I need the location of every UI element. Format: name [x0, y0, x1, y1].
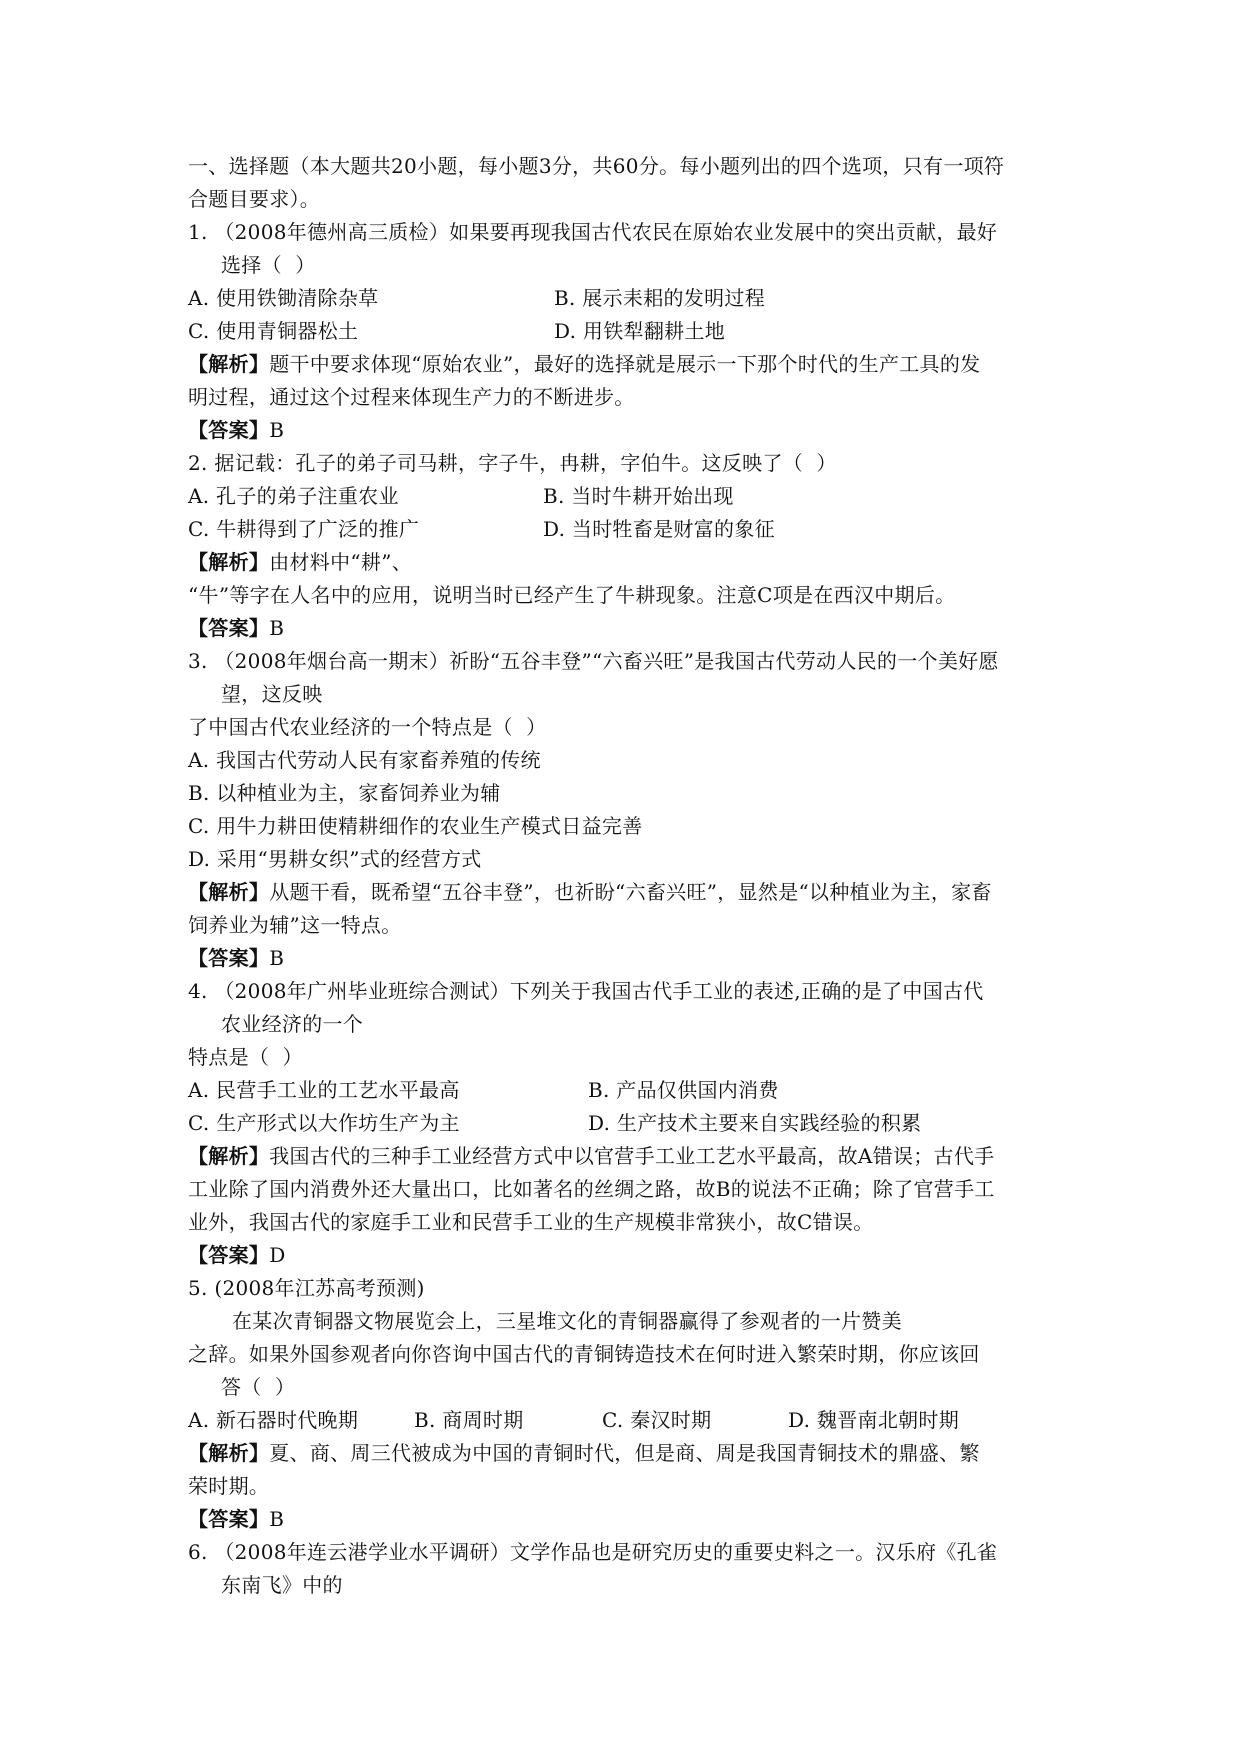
question-3-stem-cont: 望，这反映 — [221, 682, 323, 706]
question-1-stem: 1. （2008年德州高三质检）如果要再现我国古代农民在原始农业发展中的突出贡献，最好 — [188, 220, 998, 244]
question-5-stem-cont-2: 答（ ） — [221, 1375, 296, 1399]
option-d: D. 当时牲畜是财富的象征 — [543, 517, 775, 541]
question-4-stem-cont: 农业经济的一个 — [221, 1012, 364, 1036]
question-4-stem-cont-2: 特点是（ ） — [188, 1045, 303, 1069]
answer-4-value: D — [269, 1243, 286, 1267]
question-4-options-row-2 — [188, 1107, 1068, 1140]
answer-label: 【答案】 — [188, 418, 270, 442]
question-1-stem-cont: 选择（ ） — [221, 253, 316, 277]
question-1-options-row-2 — [188, 315, 1068, 348]
question-6-stem-cont: 东南飞》中的 — [221, 1573, 343, 1597]
analysis-5-line-1 — [188, 1437, 1068, 1470]
answer-3 — [188, 942, 1068, 975]
analysis-3-text: 从题干看，既希望“五谷丰登”，也祈盼“六畜兴旺”，显然是“以种植业为主，家畜 — [269, 880, 992, 904]
analysis-label: 【解析】 — [188, 1441, 270, 1465]
analysis-4-line-1 — [188, 1140, 1068, 1173]
question-5-stem: 在某次青铜器文物展览会上，三星堆文化的青铜器赢得了参观者的一片赞美 — [232, 1309, 902, 1333]
analysis-label: 【解析】 — [188, 550, 270, 574]
answer-1 — [188, 414, 1068, 447]
option-a: A. 我国古代劳动人民有家畜养殖的传统 — [188, 748, 541, 772]
option-c: C. 牛耕得到了广泛的推广 — [188, 517, 420, 541]
question-5-stem-cont: 之辞。如果外国参观者向你咨询中国古代的青铜铸造技术在何时进入繁荣时期，你应该回 — [188, 1342, 980, 1366]
section-heading-line-1: 一、选择题（本大题共20小题，每小题3分，共60分。每小题列出的四个选项，只有一项符 — [188, 154, 1005, 178]
answer-2-value: B — [269, 616, 285, 640]
answer-5 — [188, 1503, 1068, 1536]
answer-3-value: B — [269, 946, 285, 970]
analysis-3-line-2: 饲养业为辅”这一特点。 — [188, 913, 402, 937]
question-1-options-row-1 — [188, 282, 1068, 315]
analysis-5-text: 夏、商、周三代被成为中国的青铜时代，但是商、周是我国青铜技术的鼎盛、繁 — [269, 1441, 980, 1465]
option-a: A. 使用铁锄清除杂草 — [188, 286, 379, 310]
analysis-1-line-1 — [188, 348, 1068, 381]
answer-4 — [188, 1239, 1068, 1272]
answer-label: 【答案】 — [188, 946, 270, 970]
question-2-stem: 2. 据记载：孔子的弟子司马耕，字子牛，冉耕，字伯牛。这反映了（ ） — [188, 451, 837, 475]
option-c: C. 使用青铜器松土 — [188, 319, 359, 343]
document-content — [188, 150, 1068, 1602]
option-c: C. 用牛力耕田使精耕细作的农业生产模式日益完善 — [188, 814, 643, 838]
analysis-1-text: 题干中要求体现“原始农业”，最好的选择就是展示一下那个时代的生产工具的发 — [269, 352, 981, 376]
option-b: B. 展示耒耜的发明过程 — [554, 286, 766, 310]
answer-label: 【答案】 — [188, 616, 270, 640]
option-d: D. 用铁犁翻耕土地 — [554, 319, 726, 343]
option-a: A. 新石器时代晚期 — [188, 1408, 359, 1432]
question-3-stem: 3. （2008年烟台高一期末）祈盼“五谷丰登”“六畜兴旺”是我国古代劳动人民的一个美好愿 — [188, 649, 999, 673]
option-c: C. 生产形式以大作坊生产为主 — [188, 1111, 460, 1135]
option-b: B. 以种植业为主，家畜饲养业为辅 — [188, 781, 501, 805]
answer-label: 【答案】 — [188, 1243, 270, 1267]
option-a: A. 民营手工业的工艺水平最高 — [188, 1078, 460, 1102]
question-2-options-row-1 — [188, 480, 1068, 513]
answer-2 — [188, 612, 1068, 645]
question-2-options-row-2 — [188, 513, 1068, 546]
question-5-source: 5. (2008年江苏高考预测) — [188, 1276, 425, 1300]
question-3-stem-cont-2: 了中国古代农业经济的一个特点是（ ） — [188, 715, 547, 739]
section-heading-line-2: 合题目要求）。 — [188, 187, 321, 211]
analysis-4-line-2: 工业除了国内消费外还大量出口，比如著名的丝绸之路，故B的说法不正确；除了官营手工 — [188, 1177, 995, 1201]
analysis-2-line-2: “牛”等字在人名中的应用，说明当时已经产生了牛耕现象。注意C项是在西汉中期后。 — [188, 583, 956, 607]
analysis-3-line-1 — [188, 876, 1068, 909]
analysis-4-line-3: 业外，我国古代的家庭手工业和民营手工业的生产规模非常狭小，故C错误。 — [188, 1210, 874, 1234]
analysis-2-line-1 — [188, 546, 1068, 579]
answer-1-value: B — [269, 418, 285, 442]
analysis-1-line-2: 明过程，通过这个过程来体现生产力的不断进步。 — [188, 385, 635, 409]
option-c: C. 秦汉时期 — [602, 1408, 712, 1432]
question-4-stem: 4. （2008年广州毕业班综合测试）下列关于我国古代手工业的表述,正确的是了中国古代 — [188, 979, 984, 1003]
analysis-4-text: 我国古代的三种手工业经营方式中以官营手工业工艺水平最高，故A错误；古代手 — [269, 1144, 995, 1168]
option-a: A. 孔子的弟子注重农业 — [188, 484, 399, 508]
question-4-options-row-1 — [188, 1074, 1068, 1107]
question-5-options-row — [188, 1404, 1068, 1437]
option-d: D. 魏晋南北朝时期 — [788, 1408, 960, 1432]
analysis-label: 【解析】 — [188, 880, 270, 904]
option-b: B. 商周时期 — [414, 1408, 524, 1432]
answer-label: 【答案】 — [188, 1507, 270, 1531]
option-b: B. 产品仅供国内消费 — [588, 1078, 779, 1102]
question-6-stem: 6. （2008年连云港学业水平调研）文学作品也是研究历史的重要史料之一。汉乐府《孔雀 — [188, 1540, 998, 1564]
answer-5-value: B — [269, 1507, 285, 1531]
option-b: B. 当时牛耕开始出现 — [543, 484, 734, 508]
option-d: D. 采用“男耕女织”式的经营方式 — [188, 847, 482, 871]
analysis-label: 【解析】 — [188, 1144, 270, 1168]
analysis-5-line-2: 荣时期。 — [188, 1474, 270, 1498]
option-d: D. 生产技术主要来自实践经验的积累 — [588, 1111, 922, 1135]
analysis-label: 【解析】 — [188, 352, 270, 376]
analysis-2-text: 由材料中“耕”、 — [269, 550, 413, 574]
